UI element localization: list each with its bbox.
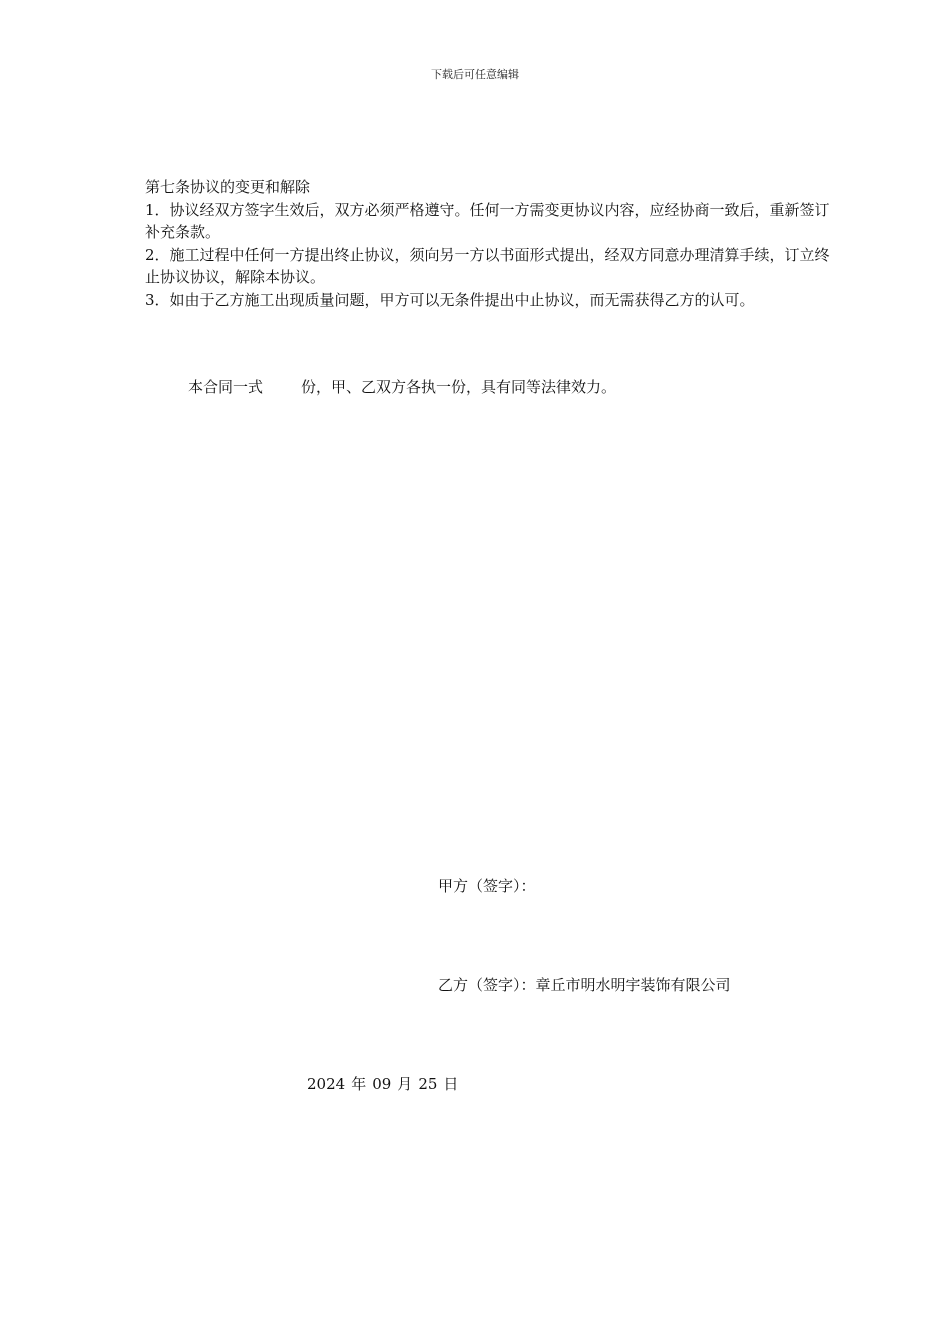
party-a-signature: [438, 875, 536, 896]
clause-number: 1．: [145, 200, 170, 219]
clause-number: 2．: [145, 245, 170, 264]
article-title: 第七条协议的变更和解除: [145, 178, 311, 196]
party-b-label: 乙方（签字）：: [438, 976, 536, 994]
clause-3: [145, 289, 835, 312]
article-seven: [145, 176, 835, 311]
date-month-unit: 月: [397, 1075, 413, 1093]
date-year-unit: 年: [351, 1075, 367, 1093]
signing-date: [307, 1073, 464, 1094]
party-b-signature: [438, 974, 731, 995]
date-year: 2024: [307, 1075, 346, 1093]
party-a-label: 甲方（签字）：: [438, 877, 536, 895]
clause-1: [145, 199, 835, 244]
copies-statement: [188, 376, 616, 397]
clause-text: 如由于乙方施工出现质量问题，甲方可以无条件提出中止协议，而无需获得乙方的认可。: [169, 290, 755, 309]
clause-2: [145, 244, 835, 289]
clause-text: 协议经双方签字生效后，双方必须严格遵守。任何一方需变更协议内容，应经协商一致后，重新签订补充条款。: [145, 200, 830, 241]
date-month: 09: [372, 1075, 392, 1093]
date-day: 25: [418, 1075, 438, 1093]
date-day-unit: 日: [443, 1075, 459, 1093]
copies-after: 份，甲、乙双方各执一份，具有同等法律效力。: [301, 378, 617, 396]
clause-number: 3．: [145, 290, 170, 309]
clause-text: 施工过程中任何一方提出终止协议，须向另一方以书面形式提出，经双方同意办理清算手续，订立终止协议协议，解除本协议。: [145, 245, 830, 286]
copies-before: 本合同一式: [188, 378, 264, 396]
header-note: 下载后可任意编辑: [431, 68, 519, 81]
party-b-value: 章丘市明水明宇装饰有限公司: [535, 976, 731, 994]
